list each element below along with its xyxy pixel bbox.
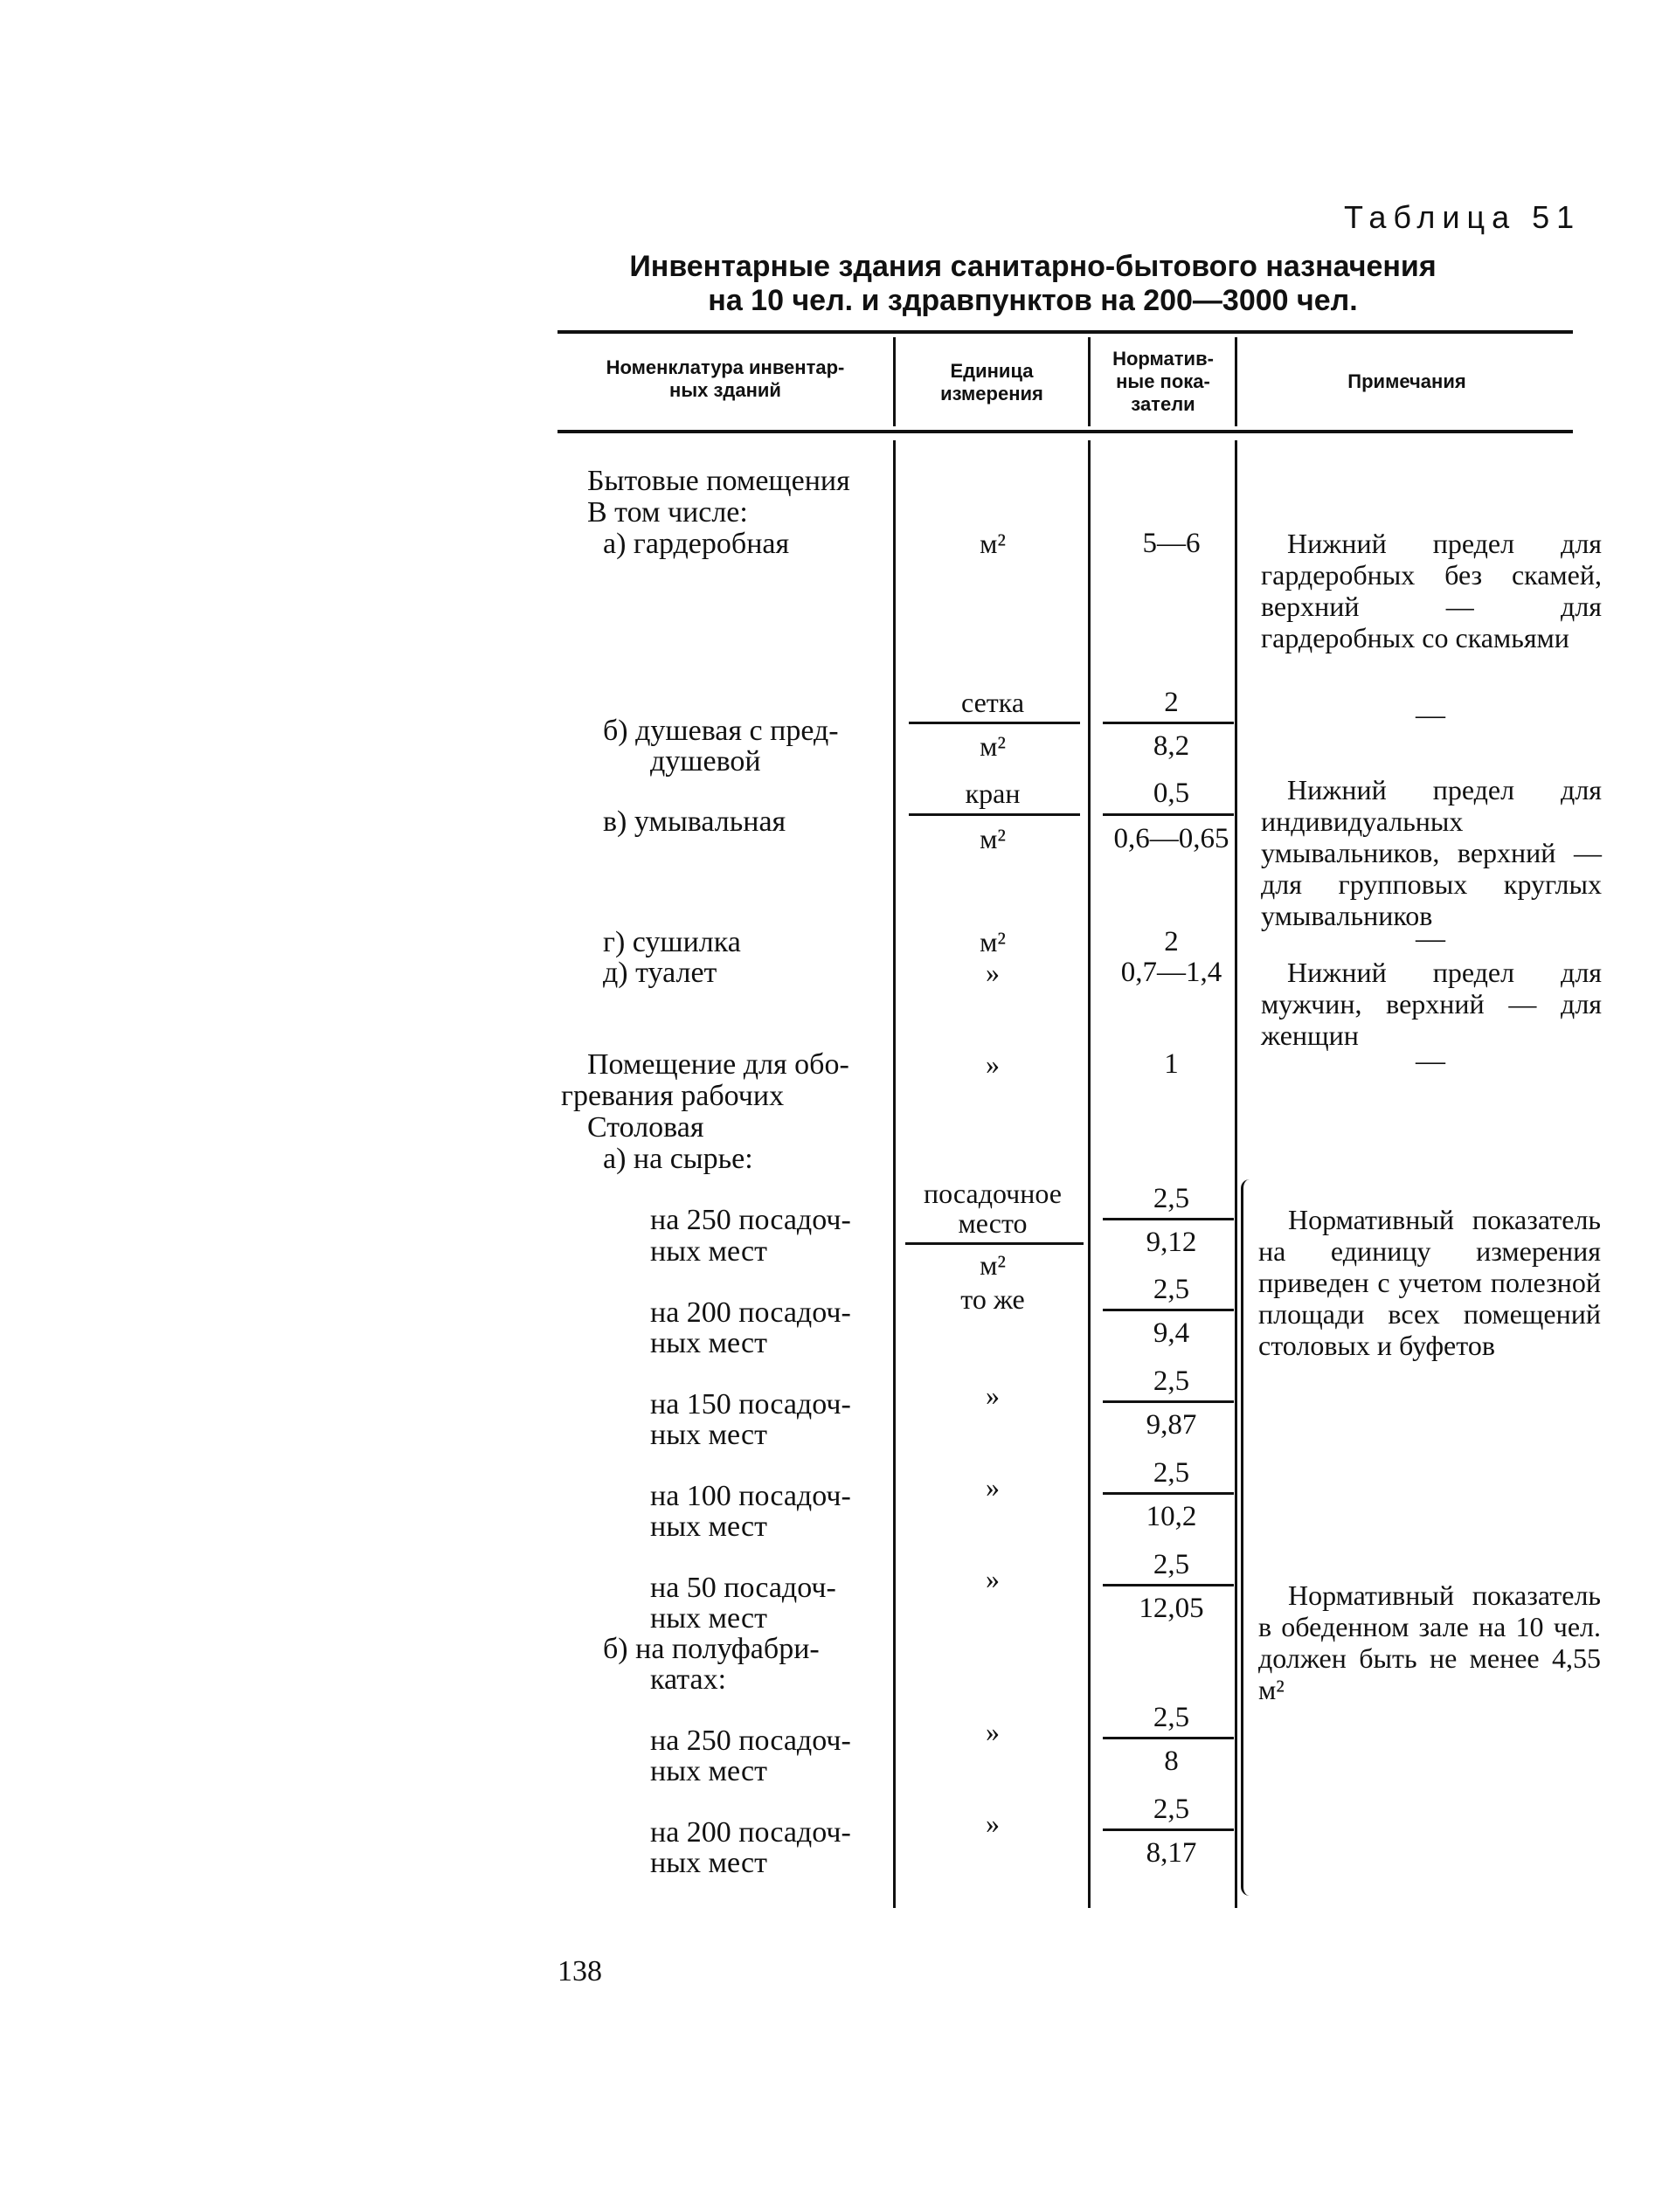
unit-cell: м² <box>980 730 1006 762</box>
row-name: ных мест <box>650 1235 767 1268</box>
note-cell: Нормативный показатель в обеденном зале на 10 чел. должен быть не менее 4,55 м² <box>1258 1580 1601 1705</box>
row-name: на 150 посадоч- <box>650 1388 851 1421</box>
column-divider-3 <box>1235 440 1237 1908</box>
unit-cell: посадочное <box>924 1178 1062 1209</box>
header-norm-line3: затели <box>1131 393 1195 415</box>
table-title-line2: на 10 чел. и здравпунктов на 200—3000 чел. <box>708 284 1358 317</box>
value-cell: 2,5 <box>1153 1365 1190 1397</box>
row-name: б) душевая с пред- <box>603 715 839 747</box>
value-fraction-line <box>1103 1400 1234 1403</box>
row-name: на 250 посадоч- <box>650 1204 851 1236</box>
unit-fraction-line <box>909 813 1080 816</box>
value-fraction-line <box>1103 722 1234 724</box>
header-divider-1 <box>893 337 896 426</box>
value-cell: 8,17 <box>1146 1837 1197 1869</box>
header-norm-line2: ные пока- <box>1116 370 1210 392</box>
row-name: Помещение для обо- <box>587 1048 849 1081</box>
header-unit-line1: Единица <box>950 360 1034 382</box>
row-name: на 50 посадоч- <box>650 1572 836 1604</box>
row-name: на 250 посадоч- <box>650 1725 851 1757</box>
table-title-line1: Инвентарные здания санитарно-бытового назначения <box>629 250 1437 283</box>
table-top-rule <box>558 330 1573 334</box>
page-number: 138 <box>558 1955 602 1987</box>
unit-fraction-line <box>909 722 1080 724</box>
unit-cell: » <box>986 1048 1000 1080</box>
value-cell: 12,05 <box>1139 1593 1204 1624</box>
row-name: в) умывальная <box>603 805 786 838</box>
note-cell: Нижний предел для индивидуальных умывальников, верхний — для групповых круглых умывальников <box>1261 774 1602 931</box>
header-divider-3 <box>1235 337 1237 426</box>
row-name: душевой <box>650 745 761 778</box>
note-cell: Нижний предел для гардеробных без скамей, верхний — для гардеробных со скамьями <box>1261 528 1602 653</box>
row-name: ных мест <box>650 1419 767 1451</box>
value-cell: 9,4 <box>1153 1317 1190 1349</box>
unit-cell: сетка <box>960 687 1025 718</box>
header-norm-line1: Норматив- <box>1112 348 1214 370</box>
row-name: Бытовые помещения <box>587 465 850 497</box>
header-unit <box>898 360 1085 405</box>
value-cell: 9,12 <box>1146 1227 1197 1258</box>
header-unit-line2: измерения <box>940 383 1043 404</box>
value-fraction-line <box>1103 1309 1234 1311</box>
unit-cell: то же <box>960 1283 1025 1315</box>
value-cell: 0,6—0,65 <box>1113 823 1229 854</box>
value-cell: 5—6 <box>1142 528 1201 559</box>
value-cell: 9,87 <box>1146 1409 1197 1441</box>
header-notes: Примечания <box>1347 370 1466 392</box>
unit-cell: » <box>986 1716 1000 1747</box>
row-name: В том числе: <box>587 496 748 529</box>
unit-cell: » <box>986 1563 1000 1594</box>
value-cell: 2,5 <box>1153 1549 1190 1580</box>
header-nomenclature-line2: ных зданий <box>669 379 781 401</box>
unit-fraction-line <box>905 1242 1084 1245</box>
note-dash: — <box>1416 923 1445 955</box>
unit-cell: кран <box>965 778 1021 809</box>
value-cell: 8,2 <box>1153 730 1190 762</box>
value-fraction-line <box>1103 1584 1234 1586</box>
unit-cell: » <box>986 1471 1000 1503</box>
unit-cell: м² <box>980 528 1006 559</box>
row-name: б) на полуфабри- <box>603 1633 820 1665</box>
value-cell: 2,5 <box>1153 1274 1190 1305</box>
note-dash: — <box>1416 699 1445 731</box>
value-cell: 0,5 <box>1153 778 1190 809</box>
row-name: д) туалет <box>603 957 717 989</box>
row-name: на 100 посадоч- <box>650 1480 851 1512</box>
value-cell: 0,7—1,4 <box>1120 957 1222 988</box>
column-divider-1 <box>893 440 896 1908</box>
header-bottom-rule <box>558 430 1573 433</box>
unit-cell: » <box>986 1808 1000 1839</box>
unit-cell: м² <box>980 1249 1006 1281</box>
row-name: на 200 посадоч- <box>650 1296 851 1329</box>
value-cell: 10,2 <box>1146 1501 1197 1532</box>
header-norm <box>1092 348 1234 416</box>
value-fraction-line <box>1103 1828 1234 1831</box>
column-divider-2 <box>1088 440 1091 1908</box>
value-fraction-line <box>1103 813 1234 816</box>
row-name: а) гардеробная <box>603 528 790 560</box>
unit-cell: » <box>986 957 1000 988</box>
row-name: катах: <box>650 1663 727 1696</box>
unit-cell: место <box>958 1207 1028 1239</box>
value-cell: 2 <box>1164 687 1179 718</box>
canteen-bracket <box>1241 1179 1254 1896</box>
row-name: Столовая <box>587 1111 704 1144</box>
unit-cell: » <box>986 1379 1000 1411</box>
row-name: а) на сырье: <box>603 1143 753 1175</box>
value-fraction-line <box>1103 1737 1234 1739</box>
value-cell: 2,5 <box>1153 1457 1190 1489</box>
row-name: ных мест <box>650 1602 767 1635</box>
header-nomenclature <box>559 356 891 402</box>
row-name: гревания рабочих <box>561 1080 785 1112</box>
row-name: ных мест <box>650 1847 767 1879</box>
row-name: ных мест <box>650 1755 767 1787</box>
note-cell: Нижний предел для мужчин, верхний — для женщин <box>1261 957 1602 1051</box>
table-label: Таблица 51 <box>1344 199 1582 235</box>
row-name: г) сушилка <box>603 926 741 958</box>
value-cell: 2,5 <box>1153 1702 1190 1733</box>
value-cell: 1 <box>1164 1048 1179 1080</box>
header-divider-2 <box>1088 337 1091 426</box>
row-name: ных мест <box>650 1510 767 1543</box>
row-name: ных мест <box>650 1327 767 1359</box>
value-fraction-line <box>1103 1218 1234 1220</box>
note-dash: — <box>1416 1045 1445 1077</box>
header-nomenclature-line1: Номенклатура инвентар- <box>606 356 845 378</box>
row-name: на 200 посадоч- <box>650 1816 851 1849</box>
value-cell: 8 <box>1164 1745 1179 1777</box>
note-cell: Нормативный показатель на единицу измерения приведен с учетом полезной площади всех помещений столовых и буфетов <box>1258 1204 1601 1361</box>
value-cell: 2 <box>1164 926 1179 957</box>
value-cell: 2,5 <box>1153 1183 1190 1214</box>
value-fraction-line <box>1103 1492 1234 1495</box>
value-cell: 2,5 <box>1153 1794 1190 1825</box>
unit-cell: м² <box>980 926 1006 957</box>
unit-cell: м² <box>980 823 1006 854</box>
